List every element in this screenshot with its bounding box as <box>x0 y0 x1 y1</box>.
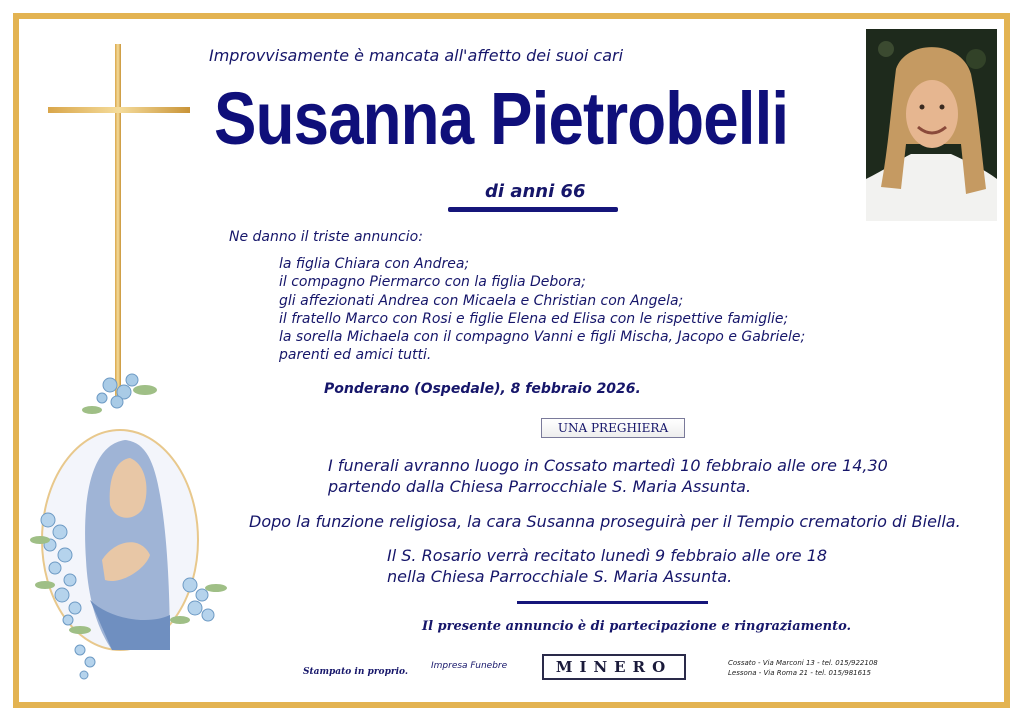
family-line: la sorella Michaela con il compagno Vanni e figli Mischa, Jacopo e Gabriele; <box>279 329 806 346</box>
flowers-bottom <box>75 645 95 679</box>
family-line: la figlia Chiara con Andrea; <box>279 256 470 272</box>
place-date: Ponderano (Ospedale), 8 febbraio 2026. <box>324 381 641 397</box>
family-line: gli affezionati Andrea con Micaela e Christian con Angela; <box>279 292 684 309</box>
cross-vertical <box>115 44 121 404</box>
deceased-name: Susanna Pietrobelli <box>214 77 789 160</box>
funeral-line: partendo dalla Chiesa Parrocchiale S. Maria Assunta. <box>328 477 752 496</box>
age-label: di anni 66 <box>485 181 586 202</box>
funeral-company-label: Impresa Funebre <box>431 661 508 671</box>
minero-logo: MINERO <box>542 654 686 680</box>
family-line: il fratello Marco con Rosi e figlie Elena ed Elisa con le rispettive famiglie; <box>279 310 789 327</box>
funeral-line: I funerali avranno luogo in Cossato martedì 10 febbraio alle ore 14,30 <box>328 456 888 475</box>
funeral-info <box>328 455 888 497</box>
family-line: parenti ed amici tutti. <box>279 347 432 364</box>
prayer-button[interactable]: UNA PREGHIERA <box>541 418 685 438</box>
rosary-line: Il S. Rosario verrà recitato lunedì 9 febbraio alle ore 18 <box>387 546 828 565</box>
divider-rule <box>517 601 708 604</box>
rosary-info <box>387 545 827 587</box>
printed-note: Stampato in proprio. <box>303 667 408 677</box>
contact-line: Lessona - Via Roma 21 - tel. 015/981615 <box>728 669 871 677</box>
age-underline <box>448 207 618 212</box>
family-line: il compagno Piermarco con la figlia Debora; <box>279 274 586 291</box>
announcement-intro: Ne danno il triste annuncio: <box>229 229 423 245</box>
participation-notice: Il presente annuncio è di partecipazione e ringraziamento. <box>422 619 852 634</box>
family-list <box>279 255 805 365</box>
after-service-info: Dopo la funzione religiosa, la cara Susanna proseguirà per il Tempio crematorio di Biella. <box>249 512 961 531</box>
contact-line: Cossato - Via Marconi 13 - tel. 015/922108 <box>728 659 878 667</box>
intro-line: Improvvisamente è mancata all'affetto dei suoi cari <box>209 46 624 65</box>
flowers-right <box>183 578 214 621</box>
company-contacts <box>728 658 878 678</box>
cross-horizontal <box>48 107 190 113</box>
portrait-photo <box>866 29 997 221</box>
rosary-line: nella Chiesa Parrocchiale S. Maria Assunta. <box>387 567 733 586</box>
